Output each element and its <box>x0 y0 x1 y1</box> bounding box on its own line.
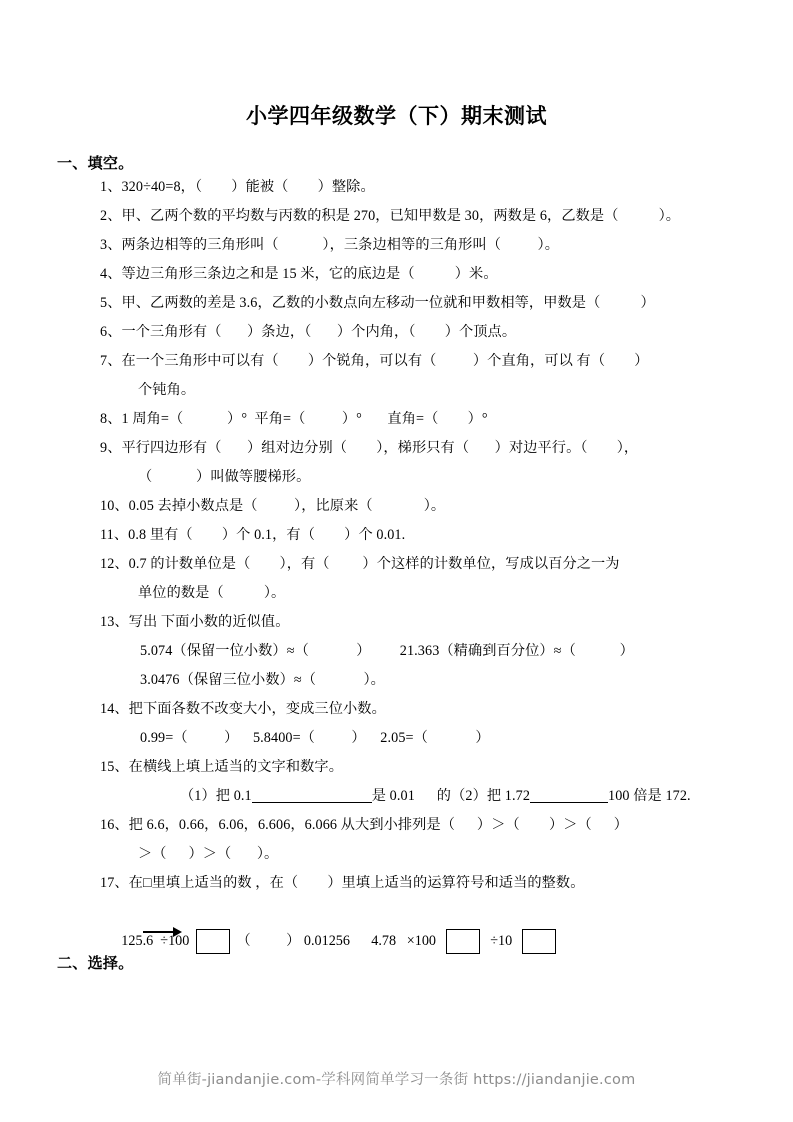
question-item-14-line2: 0.99=（ ） 5.8400=（ ） 2.05=（ ） <box>140 730 490 746</box>
page-title: 小学四年级数学（下）期末测试 <box>246 104 547 128</box>
question-item-13-line2: 5.074（保留一位小数）≈（ ） 21.363（精确到百分位）≈（ ） <box>140 643 634 659</box>
question-list-fill-blank <box>0 173 793 950</box>
fill-line-prefix: （1）把 0.1 <box>180 788 252 804</box>
question-item-9-line2: （ ）叫做等腰梯形。 <box>138 469 311 485</box>
fill-line-mid: 是 0.01 的（2）把 1.72 <box>371 788 531 804</box>
fill-line-suffix: 100 倍是 172. <box>608 788 691 804</box>
question-item-7: 7、在一个三角形中可以有（ ）个锐角，可以有（ ）个直角，可以 有（ ） <box>100 353 649 369</box>
question-item-4: 4、等边三角形三条边之和是 15 米，它的底边是（ ）米。 <box>100 266 498 282</box>
question-item-10: 10、0.05 去掉小数点是（ ），比原来（ ）。 <box>100 498 446 514</box>
question-item-12-line2: 单位的数是（ ）。 <box>138 585 286 601</box>
box-row-part-3: ÷10 <box>483 933 520 950</box>
box-row-part-1: 125.6 ÷100 <box>121 933 193 950</box>
answer-box-1[interactable] <box>196 929 230 954</box>
question-item-16: 16、把 6.6，0.66，6.06，6.606，6.066 从大到小排列是（ ）＞（ ）＞（ ） <box>100 817 628 833</box>
question-item-5: 5、甲、乙两数的差是 3.6，乙数的小数点向左移动一位就和甲数相等，甲数是（ ） <box>100 295 655 311</box>
answer-blank-underline-2[interactable] <box>530 787 608 803</box>
answer-box-2[interactable] <box>446 929 480 954</box>
question-item-7-line2: 个钝角。 <box>138 382 196 398</box>
question-item-15-fill-line <box>0 782 793 811</box>
question-item-13-line3: 3.0476（保留三位小数）≈（ ）。 <box>140 672 385 688</box>
question-item-17-box-diagram <box>0 898 793 950</box>
answer-blank-underline-1[interactable] <box>252 787 372 803</box>
right-arrow-icon <box>143 927 185 937</box>
question-item-9: 9、平行四边形有（ ）组对边分别（ ），梯形只有（ ）对边平行。（ ）， <box>100 440 639 456</box>
question-item-12: 12、0.7 的计数单位是（ ），有（ ）个这样的计数单位，写成以百分之一为 <box>100 556 620 572</box>
section-heading-multiple-choice: 二、选择。 <box>57 956 134 972</box>
question-item-14: 14、把下面各数不改变大小，变成三位小数。 <box>100 701 386 717</box>
section-heading-fill-blank: 一、填空。 <box>57 156 134 172</box>
question-item-6: 6、一个三角形有（ ）条边，（ ）个内角，（ ）个顶点。 <box>100 324 517 340</box>
question-item-11: 11、0.8 里有（ ）个 0.1，有（ ）个 0.01. <box>100 527 406 543</box>
question-item-13: 13、写出 下面小数的近似值。 <box>100 614 290 630</box>
question-item-15: 15、在横线上填上适当的文字和数字。 <box>100 759 343 775</box>
answer-box-3[interactable] <box>522 929 556 954</box>
question-item-8: 8、1 周角=（ ）° 平角=（ ）° 直角=（ ）° <box>100 411 488 427</box>
question-item-3: 3、两条边相等的三角形叫（ ），三条边相等的三角形叫（ ）。 <box>100 237 559 253</box>
footer-watermark: 简单街-jiandanjie.com-学科网简单学习一条街 https://jiandanjie.com <box>157 1072 636 1088</box>
box-row-part-2: （ ） 0.01256 4.78 ×100 <box>232 933 444 950</box>
question-item-17: 17、在□里填上适当的数 ，在（ ）里填上适当的运算符号和适当的整数。 <box>100 875 585 891</box>
question-item-16-line2: ＞（ ）＞（ ）。 <box>138 846 279 862</box>
question-item-1: 1、320÷40=8，（ ）能被（ ）整除。 <box>100 179 375 195</box>
question-item-2: 2、甲、乙两个数的平均数与丙数的积是 270，已知甲数是 30，两数是 6，乙数是（ ）。 <box>100 208 681 224</box>
